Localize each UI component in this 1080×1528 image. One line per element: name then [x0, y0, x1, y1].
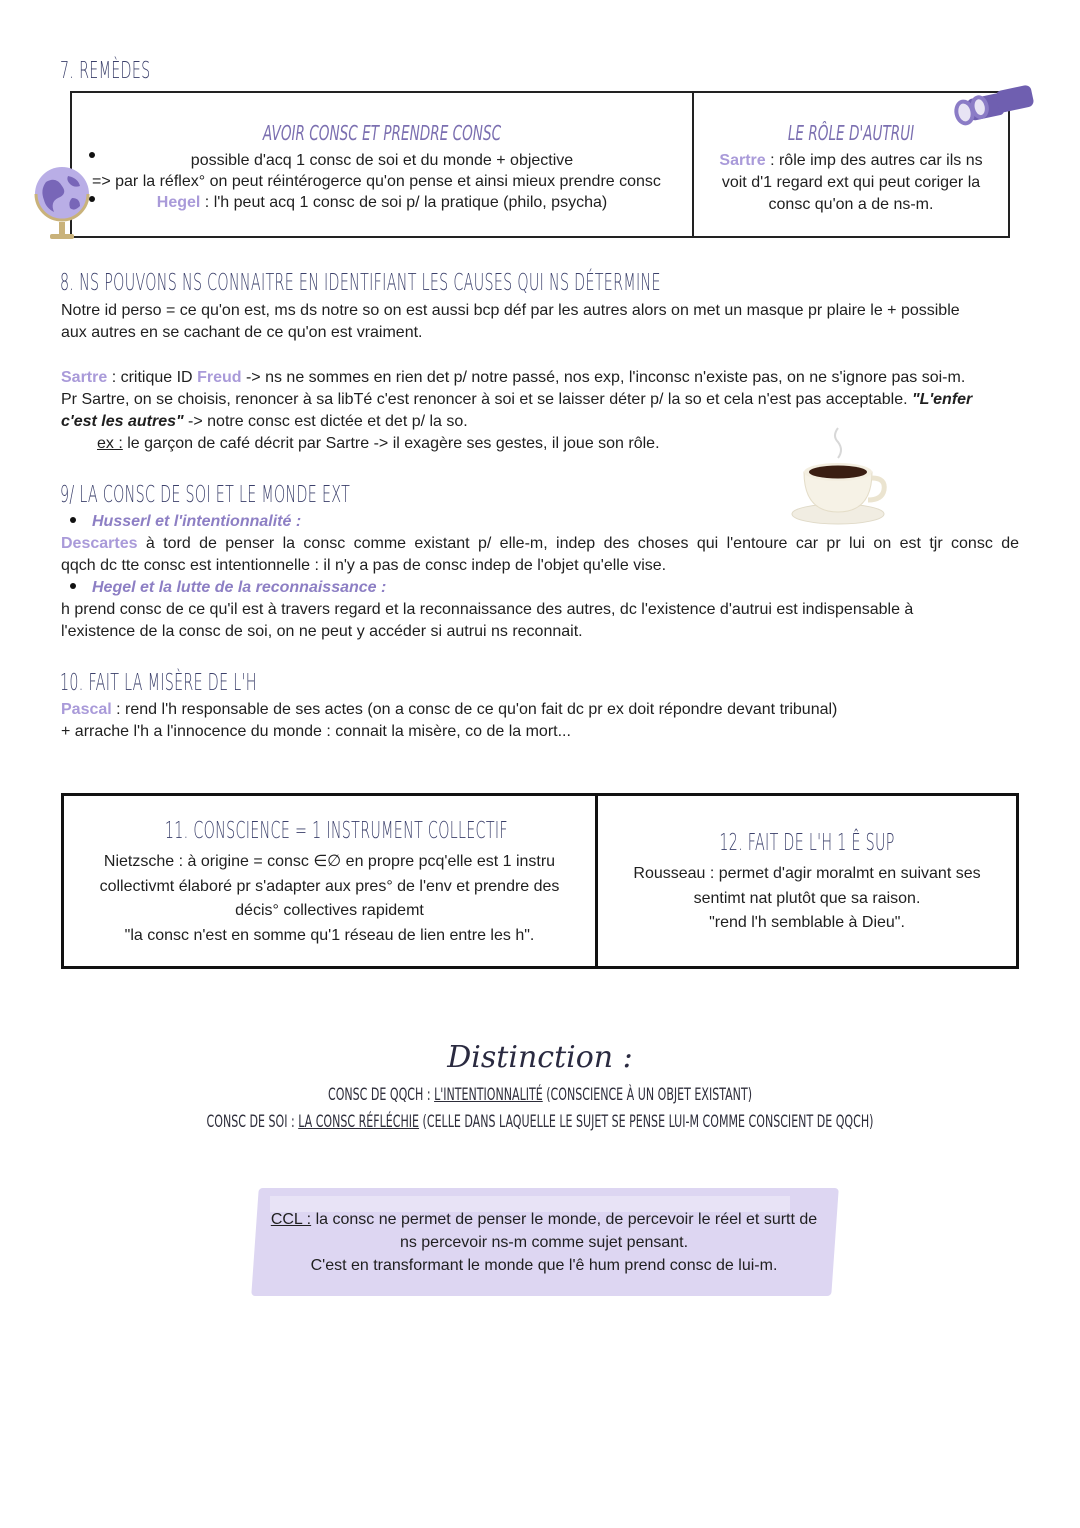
- binoculars-icon: [948, 84, 1042, 130]
- section-12-text: Rousseau : permet d'agir moralmt en suivant ses sentimt nat plutôt que sa raison. "rend l'h semblable à Dieu".: [633, 865, 981, 931]
- section-8-title: 8. NS POUVONS NS CONNAITRE EN IDENTIFIANT LES CAUSES QUI NS DÉTERMINE: [60, 270, 661, 296]
- section-8-paragraph-2: Sartre : critique ID Freud -> ns ne sommes en rien det p/ notre passé, nos exp, l'inconsc n'existe pas, on ne s'ignore pas soi-m. Pr Sartre, on se choisis, renoncer à sa libTé c'est renoncer à soi et se laisser déter p/ la so et cela n'est pas acceptable. "L'enfer c'est les autres" -> notre consc est dictée et det p/ la so.: [61, 369, 973, 430]
- section-8-example: ex : le garçon de café décrit par Sartre -> il exagère ses gestes, il joue son rôle.: [97, 435, 660, 452]
- section-9-title: 9/ LA CONSC DE SOI ET LE MONDE EXT: [60, 482, 351, 508]
- remedes-right-text: Sartre : rôle imp des autres car ils ns voit d'1 regard ext qui peut coriger la consc qu'on a de ns-m.: [719, 152, 983, 213]
- sartre-name: Sartre: [61, 369, 108, 386]
- section-9-paragraph-2: h prend consc de ce qu'il est à travers regard et la reconnaissance des autres, dc l'existence d'autrui est indispensable à l'existence de la consc de soi, on ne peut y accéder si autrui ns reconnait.: [61, 601, 914, 640]
- section-12-title: 12. FAIT DE L'H 1 Ê SUP: [719, 830, 895, 856]
- pascal-name: Pascal: [61, 701, 112, 718]
- remedes-left-line1: possible d'acq 1 consc de soi et du monde + objective: [190, 152, 574, 169]
- distinction-line-1: CONSC DE QQCH : L'INTENTIONNALITÉ (CONSCIENCE À UN OBJET EXISTANT): [327, 1085, 753, 1105]
- bullet: [70, 583, 76, 589]
- globe-icon: [28, 162, 96, 244]
- husserl-subheading: Husserl et l'intentionnalité :: [92, 513, 302, 530]
- bullet: [89, 152, 95, 158]
- remedes-left-heading: AVOIR CONSC ET PRENDRE CONSC: [262, 121, 502, 145]
- section-10-text: Pascal : rend l'h responsable de ses actes (on a consc de ce qu'on fait dc pr ex doit répondre devant tribunal) + arrache l'h a l'innocence du monde : connait la misère, co de la mort...: [61, 701, 838, 740]
- hegel-name: Hegel: [156, 194, 201, 211]
- section-12-box: [598, 796, 1016, 966]
- remedes-left-line3: Hegel : l'h peut acq 1 consc de soi p/ la pratique (philo, psycha): [156, 194, 608, 211]
- section-7-title: 7. REMÈDES: [60, 58, 151, 84]
- section-9-paragraph-1: Descartes à tord de penser la consc comme existant p/ elle-m, indep des choses qui l'entoure car pr lui on est tjr consc de qqch dc tte consc est intentionnelle : il n'y a pas de consc indep de l'objet qu'elle vise.: [61, 535, 1019, 574]
- bullet: [70, 517, 76, 523]
- remedes-left-box: [70, 91, 694, 238]
- descartes-name: Descartes: [61, 535, 138, 552]
- section-10-title: 10. FAIT LA MISÈRE DE L'H: [60, 670, 257, 696]
- ccl-text: CCL : la consc ne permet de penser le monde, de percevoir le réel et surtt de ns percevoir ns-m comme sujet pensant. C'est en transformant le monde que l'ê hum prend consc de lui-m.: [270, 1211, 818, 1274]
- distinction-title: Distinction :: [447, 1040, 633, 1075]
- freud-name: Freud: [197, 369, 242, 386]
- coffee-cup-icon: [788, 420, 888, 530]
- hegel-subheading: Hegel et la lutte de la reconnaissance :: [92, 579, 387, 596]
- section-8-paragraph-1: Notre id perso = ce qu'on est, ms ds notre so on est aussi bcp déf par les autres alors on met un masque pr plaire le + possible aux autres en se cachant de ce qu'on est vraiment.: [61, 302, 960, 341]
- section-11-box: [64, 796, 595, 966]
- distinction-line-2: CONSC DE SOI : LA CONSC RÉFLÉCHIE (CELLE DANS LAQUELLE LE SUJET SE PENSE LUI-M COMME CONSCIENT DE QQCH): [206, 1112, 874, 1132]
- remedes-right-heading: LE RÔLE D'AUTRUI: [787, 121, 915, 145]
- sartre-name: Sartre: [719, 152, 766, 169]
- section-11-title: 11. CONSCIENCE = 1 INSTRUMENT COLLECTIF: [164, 818, 508, 844]
- section-11-text: Nietzsche : à origine = consc ∈∅ en propre pcq'elle est 1 instru collectivmt élaboré pr s'adapter aux pres° de l'env et prendre des décis° collectives rapidemt "la consc n'est en somme qu'1 réseau de lien entre les h".: [99, 853, 560, 944]
- remedes-left-line2: => par la réflex° on peut réintérogerce qu'on pense et ainsi mieux prendre consc: [92, 173, 661, 190]
